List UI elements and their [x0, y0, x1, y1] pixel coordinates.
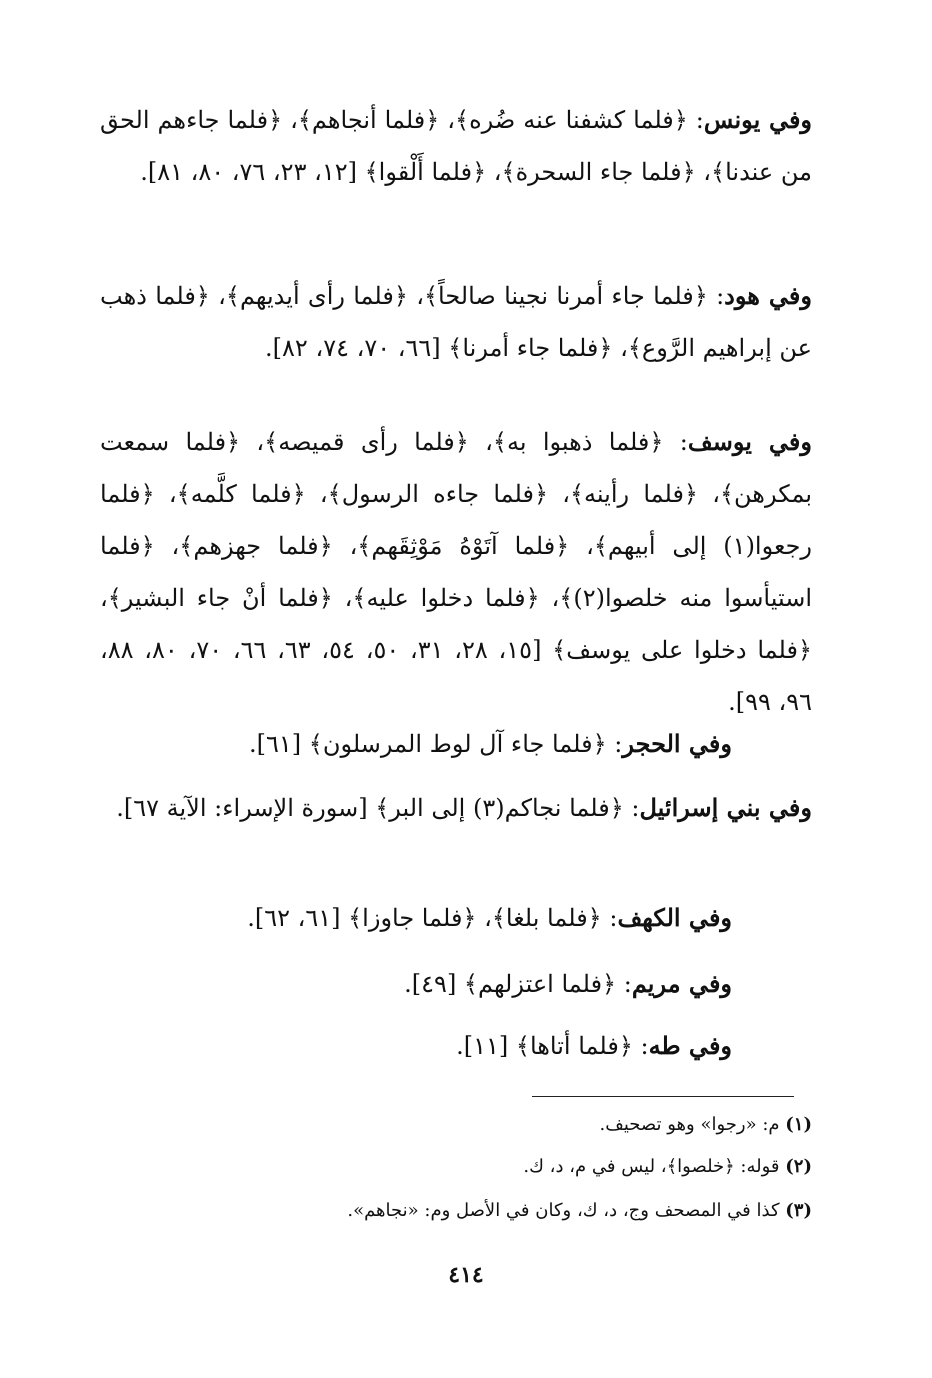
footnote-3 — [100, 1198, 812, 1224]
paragraph-text: : ﴿فلما اعتزلهم﴾ [٤٩]. — [404, 970, 632, 998]
surah-label: وفي الحجر — [622, 729, 732, 758]
surah-label: وفي يونس — [703, 105, 813, 134]
footnote-number: (١) — [785, 1114, 812, 1135]
footnote-text: كذا في المصحف وج، د، ك، وكان في الأصل وم: «نجاهم». — [347, 1200, 780, 1221]
surah-label: وفي يوسف — [687, 427, 812, 456]
paragraph-text: : ﴿فلما بلغا﴾، ﴿فلما جاوزا﴾ [٦١، ٦٢]. — [247, 904, 618, 932]
paragraph-yunus — [100, 94, 812, 198]
surah-label: وفي هود — [724, 281, 812, 310]
footnote-number: (٢) — [785, 1156, 812, 1177]
footnote-text: م: «رجوا» وهو تصحيف. — [599, 1114, 780, 1135]
paragraph-text: : ﴿فلما جاء آل لوط المرسلون﴾ [٦١]. — [249, 730, 623, 758]
paragraph-text: : ﴿فلما أتاها﴾ [١١]. — [456, 1032, 649, 1060]
footnote-2 — [100, 1154, 812, 1180]
paragraph-text: : ﴿فلما نجاكم(٣) إلى البر﴾ [سورة الإسراء: الآية ٦٧]. — [116, 794, 640, 822]
page-number: ٤١٤ — [448, 1262, 484, 1288]
footnote-divider — [532, 1096, 794, 1097]
paragraph-text: : ﴿فلما جاء أمرنا نجينا صالحاً﴾، ﴿فلما رأى أيديهم﴾، ﴿فلما ذهب عن إبراهيم الرَّوع﴾، ﴿فلما جاء أمرنا﴾ [٦٦، ٧٠، ٧٤، ٨٢]. — [100, 282, 812, 362]
surah-label: وفي مريم — [631, 969, 732, 998]
footnote-text: قوله: ﴿خلصوا﴾، ليس في م، د، ك. — [523, 1156, 780, 1177]
footnote-number: (٣) — [785, 1200, 812, 1221]
paragraph-hijr — [100, 718, 812, 770]
surah-label: وفي الكهف — [617, 903, 732, 932]
paragraph-taha — [100, 1020, 812, 1072]
surah-label: وفي بني إسرائيل — [639, 793, 812, 822]
surah-label: وفي طه — [648, 1031, 732, 1060]
paragraph-text: : ﴿فلما ذهبوا به﴾، ﴿فلما رأى قميصه﴾، ﴿فلما سمعت بمكرهن﴾، ﴿فلما رأينه﴾، ﴿فلما جاءه الرسول﴾، ﴿فلما كلَّمه﴾، ﴿فلما رجعوا(١) إلى أبيهم﴾، ﴿فلما آتَوْهُ مَوْثِقَهم﴾، ﴿فلما جهزهم﴾، ﴿فلما استيأسوا منه خلصوا(٢)﴾، ﴿فلما دخلوا عليه﴾، ﴿فلما أنْ جاء البشير﴾، ﴿فلما دخلوا على يوسف﴾ [١٥، ٢٨، ٣١، ٥٠، ٥٤، ٦٣، ٦٦، ٧٠، ٨٠، ٨٨، ٩٦، ٩٩]. — [100, 428, 813, 716]
paragraph-maryam — [100, 958, 812, 1010]
paragraph-kahf — [100, 892, 812, 944]
paragraph-yusuf — [100, 416, 812, 728]
paragraph-bani-israil — [100, 782, 812, 834]
paragraph-text: : ﴿فلما كشفنا عنه ضُره﴾، ﴿فلما أنجاهم﴾، ﴿فلما جاءهم الحق من عندنا﴾، ﴿فلما جاء السحرة﴾، ﴿فلما أَلْقوا﴾ [١٢، ٢٣، ٧٦، ٨٠، ٨١]. — [100, 106, 812, 186]
paragraph-hud — [100, 270, 812, 374]
footnote-1 — [100, 1112, 812, 1138]
